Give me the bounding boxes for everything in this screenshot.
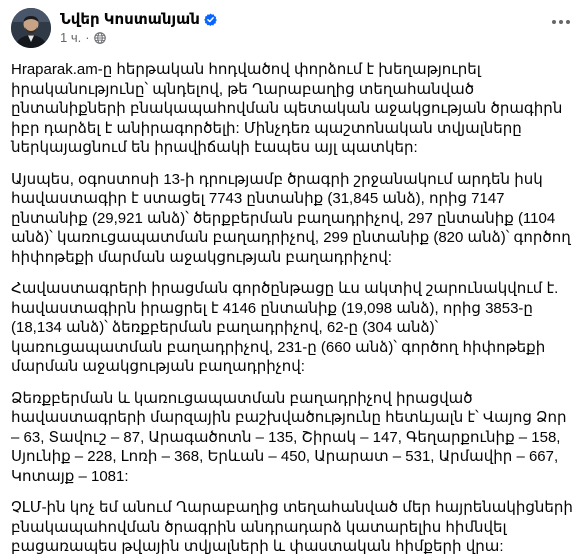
post-paragraph-3: Հավաստագրերի իրացման գործընթացը ևս ակտիվ շարունակվում է. հավաստագիրն իրացրել է 4146 ընտանիք (19,098 անձ), որից 3853-ը (18,134 անձ)՝ ձեռքբերման բաղադրիչով, 62-ը (304 անձ)՝ կառուցապատման բաղադրիչով, 231-ը (660 անձ)՝ գործող հիփոթեքի մարման աջակցության բաղադրիչով: [11,280,559,375]
author-name[interactable]: Նվեր Կոստանյան [60,11,200,28]
post-body [11,60,573,557]
post-header [11,0,573,56]
more-dots-icon [551,19,571,25]
avatar-photo [11,8,51,48]
post-paragraph-4: Ձեռքբերման և կառուցապատման բաղադրիչով իրացված հավաստագրերի մարզային բաշխվածությունը հետևյալն է՝ Վայոց Ձոր – 63, Տավուշ – 87, Արագածոտն – 135, Շիրակ – 147, Գեղարքունիք – 158, Սյունիք – 228, Լոռի – 368, Երևան – 450, Արարատ – 531, Արմավիր – 667, Կոտայք – 1081: [11,389,567,485]
post-paragraph-1: Hraparak.am-ը հերթական հոդվածով փորձում է խեղաթյուրել իրականությունը՝ պնդելով, թե Ղարաբաղից տեղահանված ընտանիքների բնակապահովման պետական աջակցության ծրագիրն իբր դարձել է անիրագործելի: Մինչդեռ պաշտոնական տվյալները ներկայացնում են իրավիճակի էապես այլ պատկեր: [11,61,563,156]
post-meta [60,8,217,45]
post-paragraph-5: ՉԼՄ-ին կոչ եմ անում Ղարաբաղից տեղահանված մեր հայրենակիցների բնակապահովման ծրագրին անդրադարձ կատարելիս հիմնվել բացառապես թվային տվյալների և փաստական հիմքերի վրա: [11,499,573,555]
globe-icon[interactable] [94,32,106,44]
verified-badge-icon [204,13,217,26]
more-options-button[interactable] [549,12,573,32]
author-avatar[interactable] [11,8,51,48]
meta-separator: · [85,30,90,45]
author-row [60,10,217,28]
post-sub-row [60,30,217,45]
post-paragraph-2: Այսպես, օգոստոսի 13-ի դրությամբ ծրագրի շրջանակում արդեն իսկ հավաստագիր է ստացել 7743 ընտանիք (31,845 անձ), որից 7147 ընտանիք (29,921 անձ)՝ ծերքբերման բաղադրիչով, 297 ընտանիք (1104 անձ)՝ կառուցապատման բաղադրիչով, 299 ընտանիք (820 անձ)՝ գործող հիփոթեքի մարման աջակցության բաղադրիչով: [11,170,571,266]
post-timestamp[interactable]: 1 ч. [60,30,82,45]
